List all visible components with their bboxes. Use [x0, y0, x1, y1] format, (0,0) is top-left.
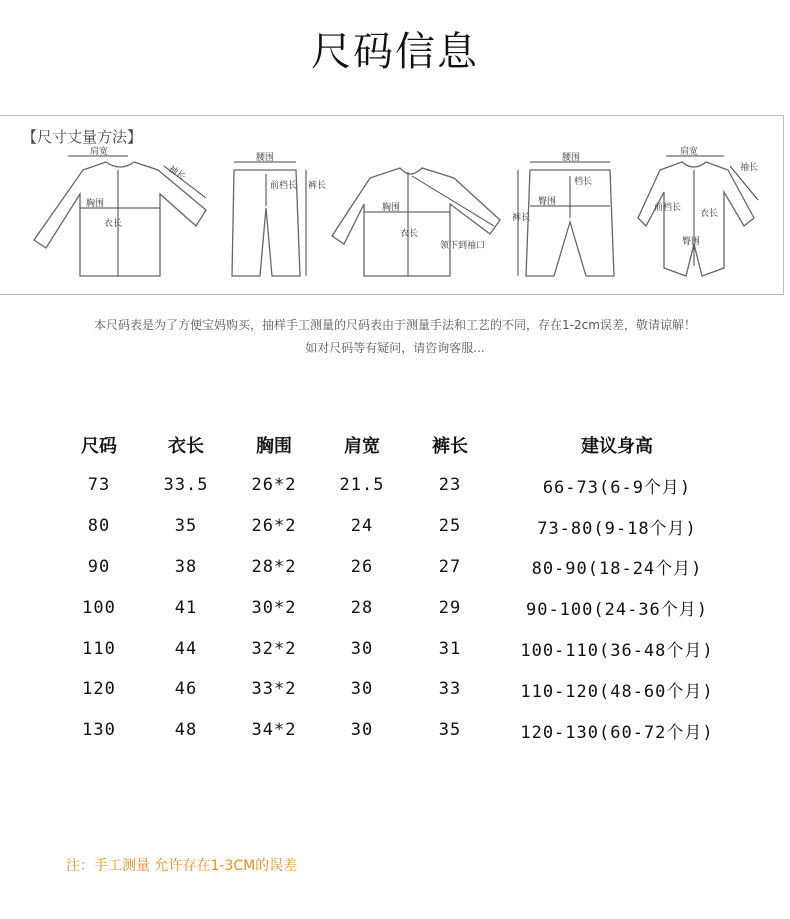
cell-height: 120-130(60-72个月): [520, 722, 714, 743]
label-hip-romper: 臀围: [682, 237, 701, 247]
cell-height: 90-100(24-36个月): [525, 600, 709, 621]
header-length: 衣长: [168, 436, 204, 457]
cell-pants-length: 25: [438, 516, 462, 537]
label-neck-to-cuff: 领下到袖口: [440, 241, 486, 251]
label-crotch-front: 前档长: [654, 203, 682, 213]
table-row: [56, 465, 740, 506]
label-length-2: 衣长: [400, 229, 419, 239]
cell-shoulder: 30: [350, 679, 374, 700]
label-sleeve: 袖长: [166, 164, 187, 183]
table-row: [56, 587, 740, 628]
label-sleeve-romper: 袖长: [740, 163, 759, 173]
label-shoulder: 肩宽: [90, 147, 109, 157]
cell-length: 38: [174, 556, 198, 577]
size-notice-line2: 如对尺码等有疑问，请咨询客服...: [305, 341, 485, 355]
page-title: 尺码信息: [311, 29, 479, 75]
cell-chest: 30*2: [251, 597, 297, 618]
wide-pants-garment-diagram: [510, 148, 625, 278]
header-recommended-height: 建议身高: [581, 436, 653, 457]
cell-length: 44: [174, 638, 198, 659]
cell-height: 100-110(36-48个月): [520, 641, 714, 662]
cell-pants-length: 29: [438, 597, 462, 618]
top-garment-icon: [28, 148, 213, 278]
raglan-garment-diagram: [330, 148, 515, 278]
measurement-guide-heading: 【尺寸丈量方法】: [22, 128, 143, 146]
size-table: [56, 425, 740, 751]
cell-length: 48: [174, 720, 198, 741]
table-row: [56, 547, 740, 588]
cell-chest: 28*2: [251, 556, 297, 577]
measurement-guide-panel: [0, 115, 784, 295]
pants-garment-icon: [220, 148, 327, 278]
romper-garment-icon: [636, 148, 776, 278]
raglan-garment-icon: [330, 148, 515, 278]
cell-size: 100: [82, 597, 116, 618]
cell-pants-length: 23: [438, 475, 462, 496]
cell-size: 73: [87, 475, 111, 496]
wide-pants-garment-icon: [510, 148, 625, 278]
cell-pants-length: 27: [438, 556, 462, 577]
pants-garment-diagram: [220, 148, 327, 278]
table-row: [56, 506, 740, 547]
measurement-error-note: 注：手工测量 允许存在1-3CM的误差: [66, 858, 298, 874]
cell-chest: 26*2: [251, 475, 297, 496]
cell-height: 110-120(48-60个月): [520, 681, 714, 702]
cell-pants-length: 33: [438, 679, 462, 700]
label-crotch-short: 档长: [574, 177, 593, 187]
cell-size: 130: [82, 720, 116, 741]
cell-shoulder: 30: [350, 720, 374, 741]
cell-length: 35: [174, 516, 198, 537]
label-chest: 胸围: [86, 199, 105, 209]
cell-shoulder: 24: [350, 516, 374, 537]
table-row: [56, 669, 740, 710]
label-waist-2: 腰围: [562, 153, 581, 163]
size-notice-line1: 本尺码表是为了方便宝妈购买，抽样手工测量的尺码表由于测量手法和工艺的不同，存在1-2cm误差，敬请谅解！: [94, 318, 696, 332]
cell-length: 46: [174, 679, 198, 700]
cell-chest: 32*2: [251, 638, 297, 659]
header-pants-length: 裤长: [432, 436, 468, 457]
cell-length: 41: [174, 597, 198, 618]
cell-shoulder: 21.5: [339, 475, 385, 496]
label-pants-length: 裤长: [308, 181, 327, 191]
label-chest-2: 胸围: [382, 203, 401, 213]
cell-size: 120: [82, 679, 116, 700]
size-table-header-row: [56, 425, 740, 465]
cell-chest: 33*2: [251, 679, 297, 700]
cell-shoulder: 28: [350, 597, 374, 618]
label-waist: 腰围: [256, 153, 275, 163]
label-pants-length-2: 裤长: [512, 213, 531, 223]
cell-height: 73-80(9-18个月): [537, 518, 697, 539]
cell-length: 33.5: [163, 475, 209, 496]
label-crotch: 前档长: [270, 181, 298, 191]
cell-chest: 34*2: [251, 720, 297, 741]
label-length: 衣长: [104, 219, 123, 229]
cell-height: 80-90(18-24个月): [531, 559, 703, 580]
cell-shoulder: 26: [350, 556, 374, 577]
cell-pants-length: 35: [438, 720, 462, 741]
cell-size: 90: [87, 556, 111, 577]
cell-size: 110: [82, 638, 116, 659]
header-chest: 胸围: [256, 436, 292, 457]
table-row: [56, 628, 740, 669]
cell-chest: 26*2: [251, 516, 297, 537]
cell-shoulder: 30: [350, 638, 374, 659]
label-hip: 臀围: [538, 197, 557, 207]
cell-height: 66-73(6-9个月): [542, 477, 692, 498]
table-row: [56, 710, 740, 751]
label-length-romper: 衣长: [700, 209, 719, 219]
romper-garment-diagram: [636, 148, 776, 278]
header-shoulder: 肩宽: [344, 436, 380, 457]
label-shoulder-romper: 肩宽: [680, 147, 699, 157]
cell-pants-length: 31: [438, 638, 462, 659]
cell-size: 80: [87, 516, 111, 537]
top-garment-diagram: [28, 148, 213, 278]
header-size: 尺码: [81, 436, 117, 457]
